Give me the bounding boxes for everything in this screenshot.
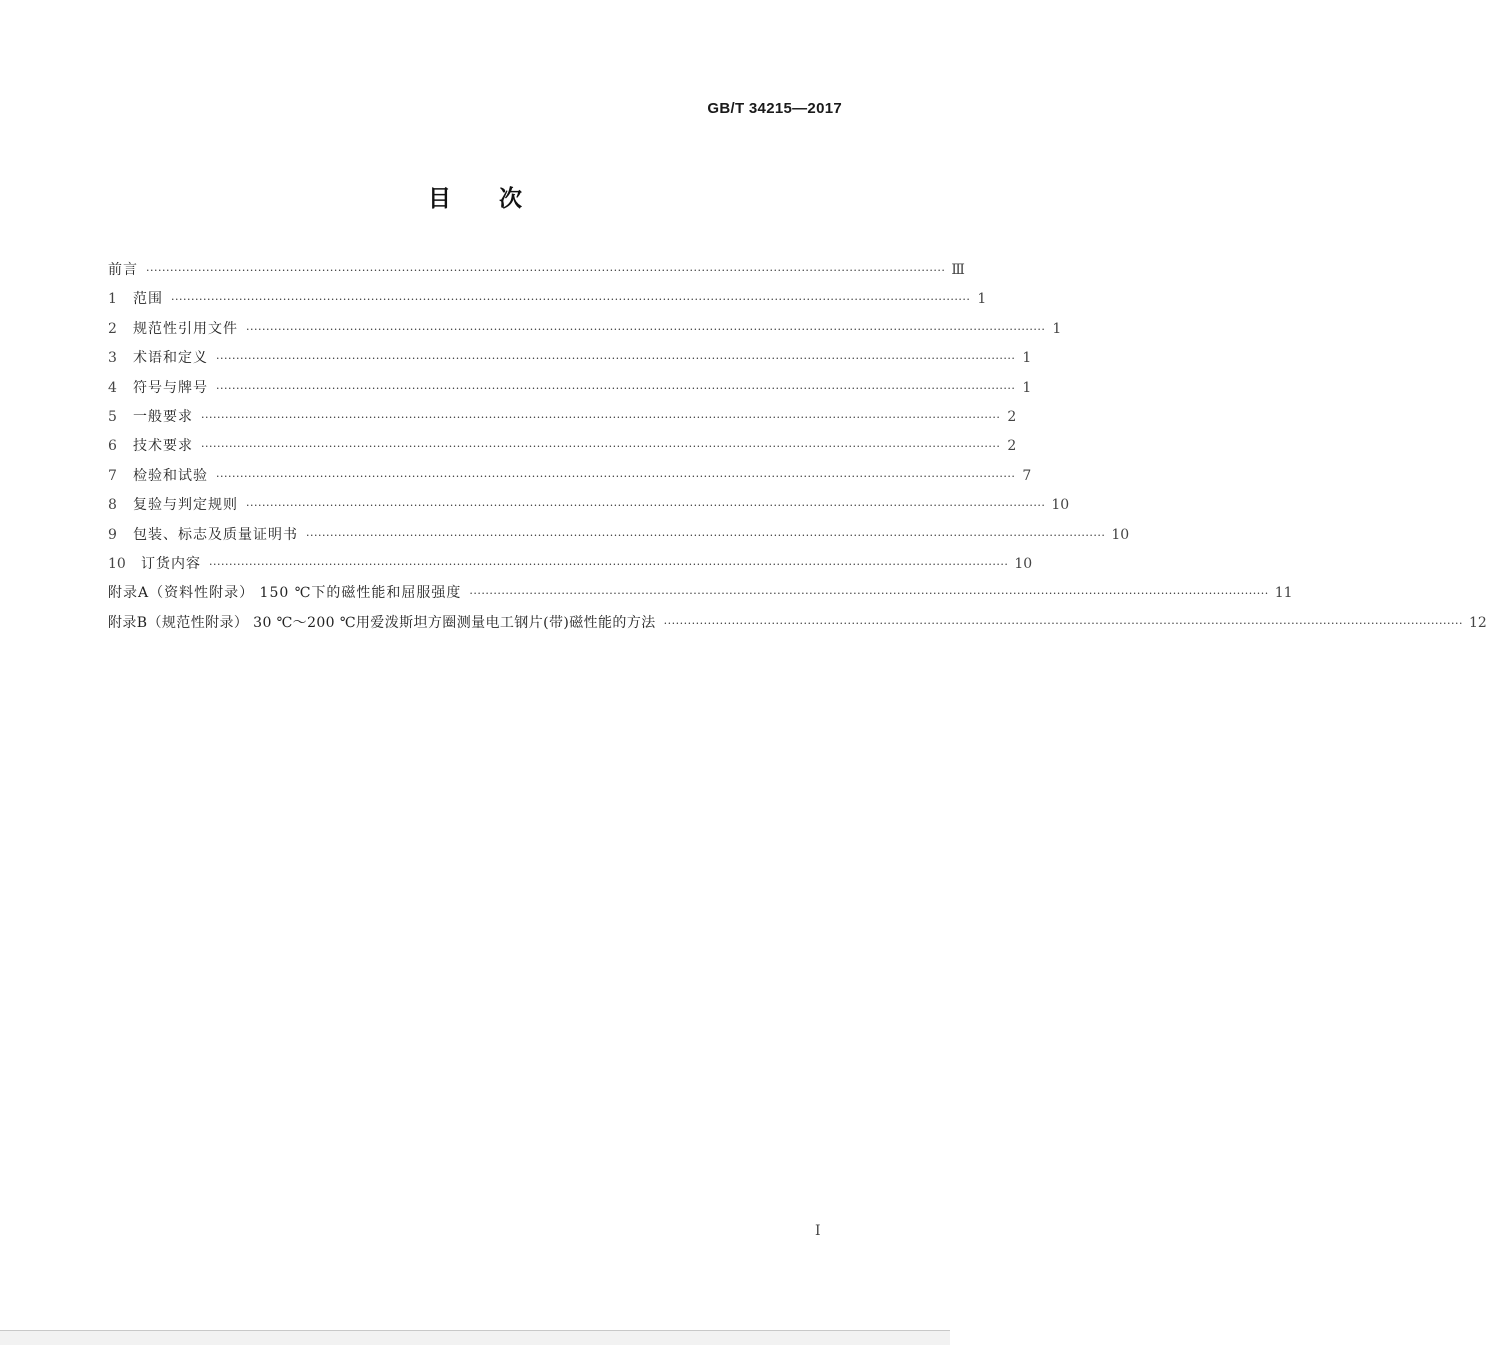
bottom-strip <box>0 1331 950 1345</box>
toc-row-4[interactable] <box>108 378 1032 407</box>
toc-leader: ········································································································································································································ <box>216 352 1016 366</box>
toc-page: 10 <box>1051 497 1070 514</box>
toc-row-6[interactable] <box>108 436 1017 465</box>
toc-leader: ········································································································································································································ <box>209 557 1009 571</box>
toc-row-5[interactable] <box>108 407 1017 436</box>
toc-label: 术语和定义 <box>133 350 208 367</box>
toc-number: 8 <box>108 497 117 514</box>
toc-leader: ········································································································································································································ <box>201 410 1001 424</box>
toc-label: 复验与判定规则 <box>133 497 238 514</box>
toc-page: 11 <box>1274 585 1293 602</box>
toc-page: 10 <box>1111 526 1130 543</box>
toc-label: 技术要求 <box>133 438 193 455</box>
toc-leader: ········································································································································································································ <box>246 499 1046 513</box>
toc-number: 5 <box>108 408 117 425</box>
toc-number: 10 <box>108 555 126 572</box>
toc-leader: ········································································································································································································ <box>246 322 1046 336</box>
toc-row-9[interactable] <box>108 525 1130 554</box>
toc-page: 1 <box>1052 320 1062 337</box>
toc-leader: ········································································································································································································ <box>663 616 1463 630</box>
toc-row-7[interactable] <box>108 466 1032 495</box>
toc-page: 1 <box>977 291 987 308</box>
page-number: I <box>815 1223 821 1239</box>
toc-leader: ········································································································································································································ <box>216 381 1016 395</box>
toc-leader: ········································································································································································································ <box>469 587 1269 601</box>
toc-page: 2 <box>1007 438 1017 455</box>
toc-leader: ········································································································································································································ <box>171 293 971 307</box>
toc-leader: ········································································································································································································ <box>216 469 1016 483</box>
toc-label: 包装、标志及质量证明书 <box>133 526 298 543</box>
toc-page: Ⅲ <box>951 262 965 278</box>
toc-page: 10 <box>1014 555 1033 572</box>
toc-label: 范围 <box>133 291 163 308</box>
toc-label: 一般要求 <box>133 408 193 425</box>
toc-number: 2 <box>108 320 117 337</box>
toc-row-annex-b[interactable] <box>108 613 1487 642</box>
page-title: 目次 <box>428 186 570 212</box>
toc-row-3[interactable] <box>108 348 1032 377</box>
toc-number: 1 <box>108 291 117 308</box>
toc-label: 订货内容 <box>141 555 201 572</box>
toc-label: 附录A（资料性附录） 150 ℃下的磁性能和屈服强度 <box>108 585 462 602</box>
toc-page: 1 <box>1022 379 1032 396</box>
toc-page: 7 <box>1022 467 1032 484</box>
toc-page: 2 <box>1007 408 1017 425</box>
standard-code: GB/T 34215—2017 <box>707 100 842 117</box>
toc-page: 12 <box>1468 614 1487 631</box>
toc-label: 前言 <box>108 262 138 278</box>
toc-row-annex-a[interactable] <box>108 583 1293 612</box>
toc-number: 6 <box>108 438 117 455</box>
toc-number: 3 <box>108 350 117 367</box>
toc-leader: ········································································································································································································ <box>306 528 1106 542</box>
toc-label: 符号与牌号 <box>133 379 208 396</box>
toc-label: 检验和试验 <box>133 467 208 484</box>
toc-label: 规范性引用文件 <box>133 320 238 337</box>
toc-row-2[interactable] <box>108 319 1062 348</box>
toc-row-10[interactable] <box>108 554 1033 583</box>
table-of-contents <box>108 260 1487 642</box>
toc-leader: ········································································································································································································ <box>146 264 946 277</box>
toc-row-8[interactable] <box>108 495 1070 524</box>
toc-page: 1 <box>1022 350 1032 367</box>
toc-row-1[interactable] <box>108 289 987 318</box>
toc-label: 附录B（规范性附录） 30 ℃～200 ℃用爱泼斯坦方圈测量电工钢片(带)磁性能的方法 <box>108 614 656 631</box>
toc-number: 9 <box>108 526 117 543</box>
toc-row-foreword[interactable] <box>108 260 965 289</box>
toc-number: 4 <box>108 379 117 396</box>
toc-number: 7 <box>108 467 117 484</box>
toc-leader: ········································································································································································································ <box>201 440 1001 454</box>
